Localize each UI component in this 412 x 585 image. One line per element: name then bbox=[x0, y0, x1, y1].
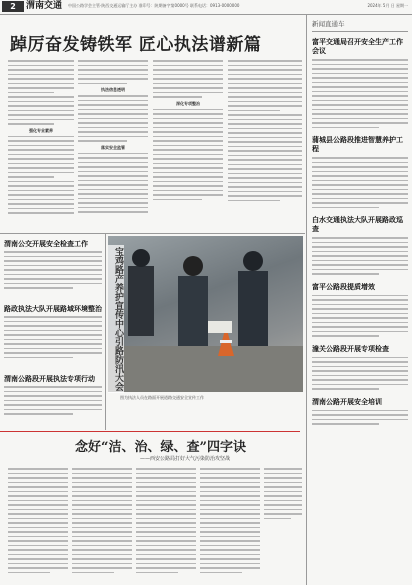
left-brief-3 bbox=[4, 375, 102, 429]
brief-title: 路政执法大队开展路域环境整治 bbox=[4, 305, 102, 313]
masthead: 渭南交通 bbox=[26, 1, 63, 11]
news-item-title: 富平交通局召开安全生产工作会议 bbox=[312, 38, 403, 55]
section-divider bbox=[0, 233, 305, 234]
news-item bbox=[312, 398, 408, 425]
feature-title: 念好“洁、治、绿、查”四字诀 bbox=[75, 440, 246, 455]
news-item bbox=[312, 345, 408, 390]
news-photo bbox=[108, 236, 303, 392]
news-item-title: 潼关公路段开展专项检查 bbox=[312, 344, 389, 353]
news-item-title: 蒲城县公路段推进智慧养护工程 bbox=[312, 136, 403, 153]
feature-subtitle: ——西安公路局打好大气污染防治攻坚战 bbox=[140, 456, 231, 462]
left-brief-2 bbox=[4, 305, 102, 370]
article-subhead: 强化专业素养 bbox=[29, 127, 53, 133]
article-subhead: 落实安全监管 bbox=[101, 144, 125, 150]
section-label: 新闻直通车 bbox=[312, 20, 345, 28]
feature-column-1 bbox=[8, 468, 68, 580]
feature-column-3 bbox=[136, 468, 196, 580]
top-bar bbox=[0, 0, 412, 15]
right-news-column bbox=[312, 20, 408, 425]
photo-vertical-label: 宝鸡路产养护宣传中心引路防汛大会 bbox=[108, 245, 124, 393]
article-subhead: 深化专项整治 bbox=[176, 100, 200, 106]
left-brief-1 bbox=[4, 240, 102, 300]
main-headline: 踔厉奋发铸铁军 匠心执法谱新篇 bbox=[10, 35, 262, 55]
column-divider bbox=[306, 15, 307, 585]
article-column-4 bbox=[228, 60, 302, 230]
feature-divider bbox=[0, 431, 300, 432]
issue-date: 2024年 5月 日 星期一 bbox=[367, 3, 408, 8]
news-item bbox=[312, 136, 408, 208]
news-item bbox=[312, 38, 408, 128]
feature-column-5 bbox=[264, 468, 302, 580]
article-column-2 bbox=[78, 60, 148, 230]
article-column-3 bbox=[153, 60, 223, 230]
feature-column-2 bbox=[72, 468, 132, 580]
news-item-title: 渭南公路开展安全培训 bbox=[312, 397, 382, 406]
news-item bbox=[312, 216, 408, 275]
news-item-title: 富平公路段提质增效 bbox=[312, 282, 375, 291]
article-column-1 bbox=[8, 60, 74, 230]
brief-title: 渭南公交开展安全检查工作 bbox=[4, 240, 88, 248]
left-column-divider bbox=[105, 234, 106, 430]
article-subhead: 执法信息透明 bbox=[101, 87, 125, 92]
feature-column-4 bbox=[200, 468, 260, 580]
brief-title: 渭南公路段开展执法专项行动 bbox=[4, 375, 95, 383]
news-item bbox=[312, 283, 408, 337]
news-item-title: 白水交通执法大队开展路政巡查 bbox=[312, 216, 403, 233]
page-number: 2 bbox=[2, 1, 24, 12]
header-info: 中国公路学会主管·陕西交通运输厅主办 准印号：陕期备字第0000号 联系电话：0913-0000000 bbox=[68, 3, 240, 8]
photo-caption: 图为执法人员在路面开展道路交通安全宣传工作 bbox=[120, 395, 204, 400]
officers-illustration bbox=[108, 236, 303, 392]
